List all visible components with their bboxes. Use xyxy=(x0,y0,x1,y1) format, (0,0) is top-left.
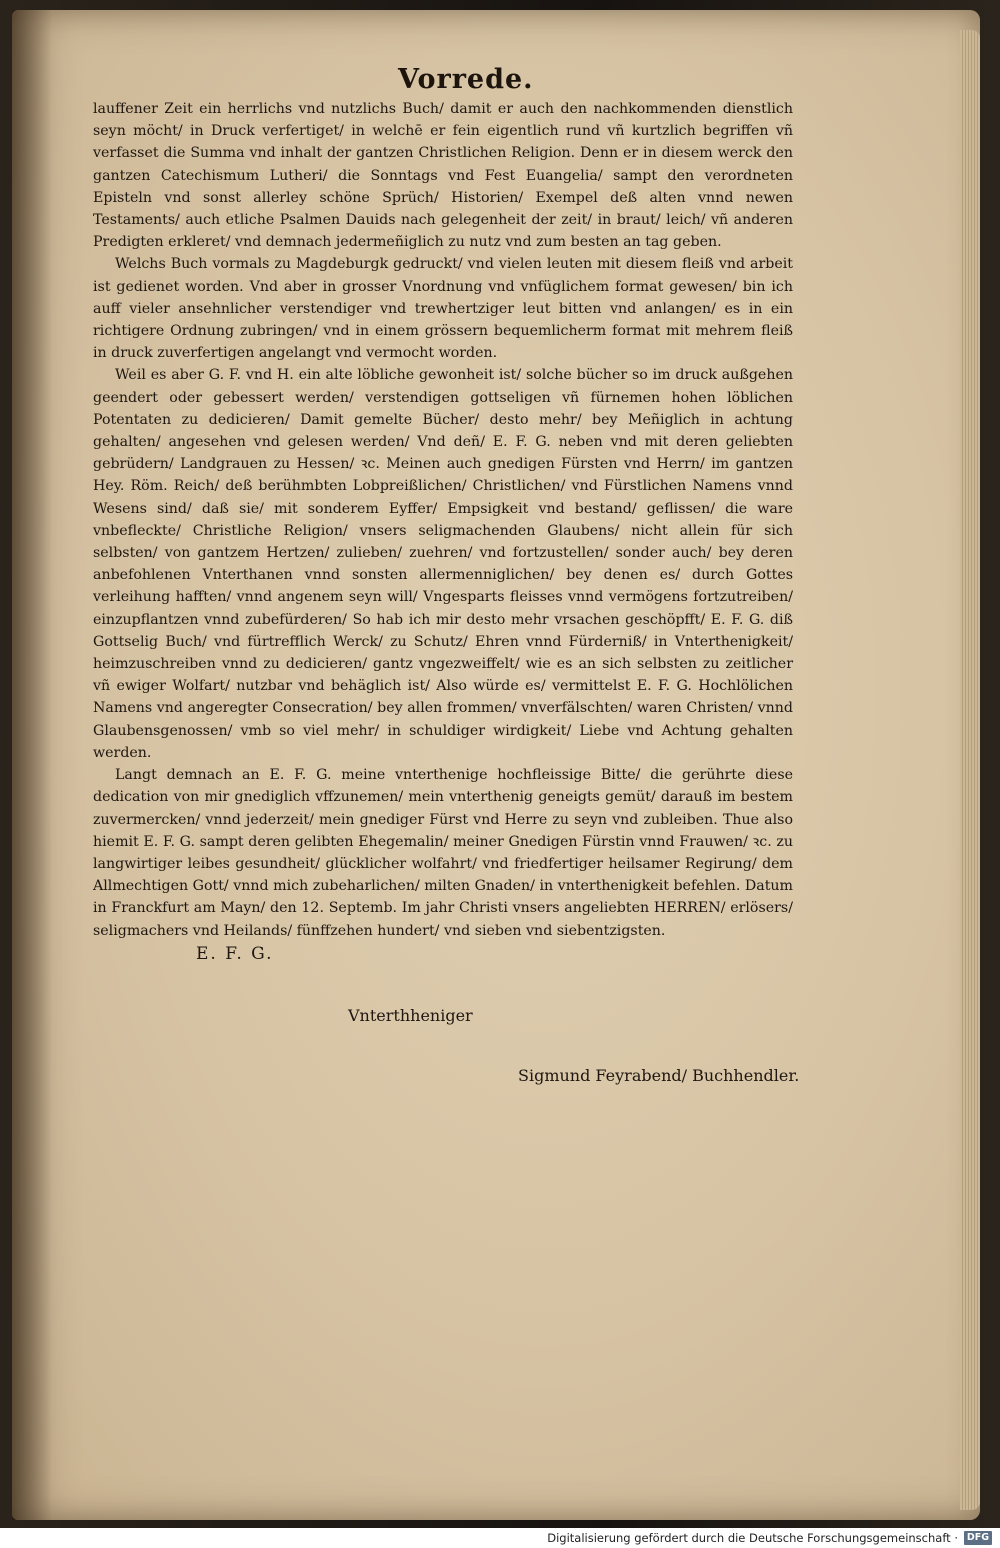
paragraph-1: lauffener Zeit ein herrlichs vnd nutzlichs Buch/ damit er auch den nachkommenden dienstlich seyn möcht/ in Druck verfertiget/ in welchē er fein eigentlich rund vñ kurtzlich begriffen vñ verfasset die Summa vnd inhalt der gantzen Christlichen Religion. Denn er in diesem werck den gantzen Catechismum Lutheri/ die Sonntags vnd Fest Euangelia/ sampt den verordneten Episteln vnd sonst allerley schöne Sprüch/ Historien/ Exempel deß alten vnnd newen Testaments/ auch etliche Psalmen Dauids nach gelegenheit der zeit/ in braut/ leich/ vñ anderen Predigten erkleret/ vnd demnach jedermeñiglich zu nutz vnd zum besten an tag geben. xyxy=(93,101,793,251)
funding-notice: Digitalisierung gefördert durch die Deutsche Forschungsgemeinschaft · xyxy=(547,1531,958,1545)
dfg-logo-icon: DFG xyxy=(964,1531,992,1545)
digitization-footer xyxy=(0,1528,1000,1548)
paragraph-3: Weil es aber G. F. vnd H. ein alte löbliche gewonheit ist/ solche bücher so im druck außgehen geendert oder gebessert werden/ verstendigen gottseligen vñ fürnemen hohen löblichen Potentaten zu dedicieren/ Damit gemelte Bücher/ desto mehr/ bey Meñiglich in achtung gehalten/ angesehen vnd gelesen werden/ Vnd deñ/ E. F. G. neben vnd mit deren geliebten gebrüdern/ Landgrauen zu Hessen/ ꝛc. Meinen auch gnedigen Fürsten vnd Herrn/ im gantzen Hey. Röm. Reich/ deß berühmbten Lobpreißlichen/ Christlichen/ vnd Fürstlichen Namens vnnd Wesens sind/ daß sie/ mit sonderem Eyffer/ Empsigkeit vnd bestand/ geflissen/ die ware vnbefleckte/ Christliche Religion/ vnsers seligmachenden Glaubens/ nicht allein für sich selbsten/ von gantzem Hertzen/ zulieben/ zuehren/ vnd fortzustellen/ sonder auch/ bey deren anbefohlenen Vnterthanen vnnd sonsten allermenniglichen/ bey denen es/ durch Gottes verleihung hafften/ vnnd angenem seyn will/ Vngesparts fleisses vnnd vermögens fortzutreiben/ einzupflantzen vnnd zubefürderen/ So hab ich mir desto mehr vrsachen geschöpfft/ E. F. G. diß Gottselig Buch/ vnd fürtrefflich Werck/ zu Schutz/ Ehren vnnd Fürderniß/ in Vnterthenigkeit/ heimzuschreiben vnnd zu dedicieren/ gantz vngezweiffelt/ wie es an sich selbsten zu zeitlicher vñ ewiger Wolfart/ nutzbar vnd behäglich ist/ Also würde es/ vermittelst E. F. G. Hochlölichen Namens vnd angeregter Consecration/ bey allen frommen/ vnverfälschten/ waren Christen/ vnnd Glaubensgenossen/ vmb so viel mehr/ in schuldiger wirdigkeit/ Liebe vnd Achtung gehalten werden. xyxy=(93,367,793,761)
paragraph-4: Langt demnach an E. F. G. meine vnterthenige hochfleissige Bitte/ die gerührte diese dedication von mir gnediglich vffzunemen/ mein vnterthenig geneigts gemüt/ darauß im bestem zuvermercken/ vnnd jederzeit/ mein gnediger Fürst vnd Herre zu seyn vnd zubleiben. Thue also hiemit E. F. G. sampt deren gelibten Ehegemalin/ meiner Gnedigen Fürstin vnnd Frauwen/ ꝛc. zu langwirtiger leibes gesundheit/ glücklicher wolfahrt/ vnd friedfertiger heilsamer Regirung/ dem Allmechtigen Gott/ vnnd mich zubeharlichen/ milten Gnaden/ in vnterthenigkeit befehlen. Datum in Franckfurt am Mayn/ den 12. Septemb. Im jahr Christi vnsers angeliebten HERREN/ erlösers/ seligmachers vnd Heilands/ fünffzehen hundert/ vnd sieben vnd siebentzigsten. xyxy=(93,767,793,939)
closing-signature: Sigmund Feyrabend/ Buchhendler. xyxy=(518,1066,800,1085)
page-edge xyxy=(960,30,980,1510)
closing-initials: E. F. G. xyxy=(196,944,274,964)
preface-text xyxy=(93,98,793,942)
closing-subject: Vnterthheniger xyxy=(348,1006,473,1025)
running-head: Vorrede. xyxy=(398,64,534,95)
page-gutter-shadow xyxy=(12,10,52,1520)
paragraph-2: Welchs Buch vormals zu Magdeburgk gedruckt/ vnd vielen leuten mit diesem fleiß vnd arbeit ist gedienet worden. Vnd aber in grosser Vnordnung vnd vnfüglichem format gewesen/ bin ich auff vieler ansehnlicher verstendiger vnd trewhertziger leut bitten vnd anlangen/ es in ein richtigere Ordnung zubringen/ vnd in einem grössern bequemlicherm format mit mehrem fleiß in druck zuverfertigen angelangt vnd vermocht worden. xyxy=(93,256,793,362)
